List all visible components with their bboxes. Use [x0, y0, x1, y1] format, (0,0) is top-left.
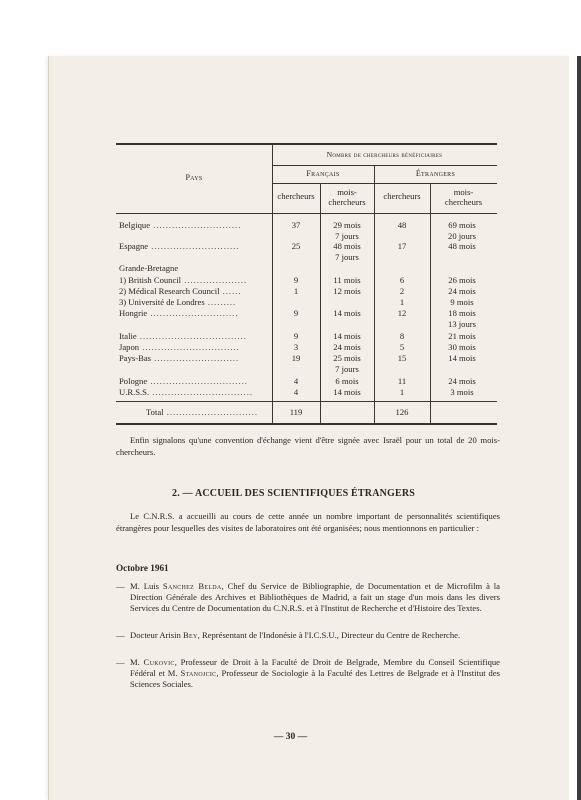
page-edge-shadow: [577, 56, 581, 800]
fr-mois-cell: 14 mois: [333, 308, 361, 318]
fr-chercheurs-cell: 9: [293, 308, 299, 318]
subgroup-header-rule: [272, 183, 497, 184]
et-mois-cell: 24 mois: [448, 286, 476, 296]
fr-mois-cell: 14 mois: [333, 387, 361, 397]
et-mois-cell: 69 mois: [448, 220, 476, 230]
country-cell: U.R.S.S. ................................: [119, 387, 253, 397]
table-row: [116, 386, 497, 398]
country-cell: Pologne ...............................: [119, 376, 248, 386]
fr-mois-cell: 25 mois: [333, 353, 361, 363]
country-cell: Pays-Bas ...........................: [119, 353, 240, 363]
fr-chercheurs-cell: 4: [293, 376, 299, 386]
et-chercheurs-cell: 5: [399, 342, 405, 352]
item-text: M. Cukovic, Professeur de Droit à la Faculté de Droit de Belgrade, Membre du Conseil Scientifique Fédéral et M. Stanojcic, Professeur de Sociologie à la Faculté des Lettres de Belgrade et à l'Institut des Sciences Sociales.: [130, 657, 500, 690]
fr-mois-cell: 11 mois: [333, 275, 361, 285]
country-cell: 2) Médical Research Council ......: [119, 286, 242, 296]
total-fr-cell: 119: [289, 407, 303, 417]
et-chercheurs-cell: 1: [399, 387, 405, 397]
page-number: — 30 —: [273, 732, 308, 742]
country-cell: 3) Université de Londres .........: [119, 297, 237, 307]
et-chercheurs-cell: 2: [399, 286, 405, 296]
header-et-chercheurs: chercheurs: [383, 191, 421, 201]
fr-chercheurs-cell: 25: [291, 241, 301, 251]
total-label-cell: Total .............................: [146, 407, 258, 417]
et-mois-cell: 48 mois: [448, 241, 476, 251]
et-mois-cell: 14 mois: [448, 353, 476, 363]
et-mois-cell: 13 jours: [448, 319, 476, 329]
total-row: [116, 406, 497, 418]
et-mois-cell: 18 mois: [448, 308, 476, 318]
fr-chercheurs-cell: 9: [293, 331, 299, 341]
country-cell: 1) British Council ....................: [119, 275, 248, 285]
country-cell: Italie ..................................: [119, 331, 247, 341]
et-chercheurs-cell: 17: [397, 241, 407, 251]
fr-mois-cell: 6 mois: [335, 376, 359, 386]
fr-mois-cell: 7 jours: [335, 252, 359, 262]
total-et-cell: 126: [395, 407, 409, 417]
et-chercheurs-cell: 11: [397, 376, 407, 386]
header-group: Nombre de chercheurs bénéficiaires: [326, 150, 443, 159]
et-chercheurs-cell: 15: [397, 353, 407, 363]
country-cell: Grande-Bretagne: [119, 263, 179, 273]
table-top-rule: [116, 143, 497, 145]
et-mois-cell: 3 mois: [450, 387, 474, 397]
table-row: [116, 363, 497, 375]
fr-mois-cell: 48 mois: [333, 241, 361, 251]
header-etrangers: Étrangers: [415, 169, 456, 178]
item-text: M. Luis Sanchez Belda, Chef du Service de Bibliographie, de Documentation et de Microfilm à la Direction Générale des Archives et Bibliothèques de Madrid, a fait un stage d'un mois dans les divers Services du Centre de Documentation du C.N.R.S. et à l'Institut de Recherche et d'Histoire des Textes.: [130, 581, 500, 614]
et-chercheurs-cell: 48: [397, 220, 407, 230]
item-text: Docteur Arisin Bey, Représentant de l'Indonésie à l'I.C.S.U., Directeur du Centre de Recherche.: [130, 630, 461, 640]
list-item: [116, 630, 500, 654]
header-et-mois-line2: chercheurs: [444, 197, 483, 207]
fr-chercheurs-cell: 3: [293, 342, 299, 352]
fr-mois-cell: 14 mois: [333, 331, 361, 341]
country-cell: Japon ...............................: [119, 342, 240, 352]
israel-paragraph: Enfin signalons qu'une convention d'échange vient d'être signée avec Israël pour un total de 20 mois-chercheurs.: [116, 435, 500, 457]
header-et-mois-line1: mois-: [453, 187, 474, 197]
et-mois-cell: 26 mois: [448, 275, 476, 285]
table-row: [116, 318, 497, 330]
et-mois-cell: 30 mois: [448, 342, 476, 352]
intro-paragraph: Le C.N.R.S. a accueilli au cours de cette année un nombre important de personnalités scientifiques étrangères pour lesquelles des visites de laboratoires ont été organisées; nous mentionnons en particulier :: [116, 511, 500, 533]
fr-mois-cell: 7 jours: [335, 364, 359, 374]
item-dash: —: [116, 657, 125, 667]
et-mois-cell: 9 mois: [450, 297, 474, 307]
fr-mois-cell: 29 mois: [333, 220, 361, 230]
section-title: 2. — ACCUEIL DES SCIENTIFIQUES ÉTRANGERS: [172, 488, 416, 499]
et-mois-cell: 21 mois: [448, 331, 476, 341]
fr-chercheurs-cell: 1: [293, 286, 299, 296]
researchers-table: [116, 143, 497, 425]
item-dash: —: [116, 581, 125, 591]
person-name: Sanchez Belda: [162, 581, 222, 591]
person-name: Bey: [183, 630, 198, 640]
header-fr-mois-line2: chercheurs: [328, 197, 366, 207]
fr-chercheurs-cell: 4: [293, 387, 299, 397]
fr-mois-cell: 12 mois: [333, 286, 361, 296]
header-fr-chercheurs: chercheurs: [277, 191, 315, 201]
item-dash: —: [116, 630, 125, 640]
person-name: Stanojcic: [180, 668, 217, 679]
fr-chercheurs-cell: 9: [293, 275, 299, 285]
fr-mois-cell: 24 mois: [333, 342, 361, 352]
header-pays: Pays: [185, 173, 203, 182]
header-francais: Français: [306, 169, 340, 178]
et-chercheurs-cell: 6: [399, 275, 405, 285]
table-bottom-rule: [116, 423, 497, 425]
et-mois-cell: 24 mois: [448, 376, 476, 386]
et-chercheurs-cell: 1: [399, 297, 405, 307]
et-mois-cell: 20 jours: [448, 231, 476, 241]
month-heading: Octobre 1961: [116, 563, 169, 573]
fr-chercheurs-cell: 37: [291, 220, 301, 230]
country-cell: Hongrie ............................: [119, 308, 239, 318]
fr-chercheurs-cell: 19: [291, 353, 301, 363]
et-chercheurs-cell: 12: [397, 308, 407, 318]
list-item: [116, 657, 500, 703]
country-cell: Belgique ............................: [119, 220, 242, 230]
country-cell: Espagne ............................: [119, 241, 240, 251]
header-fr-mois-line1: mois-: [337, 187, 357, 197]
header-bottom-rule: [116, 213, 497, 214]
person-name: Cukovic: [143, 657, 175, 667]
et-chercheurs-cell: 8: [399, 331, 405, 341]
table-row: [116, 262, 497, 274]
group-header-rule: [272, 165, 497, 166]
fr-mois-cell: 7 jours: [335, 231, 359, 241]
total-top-rule: [116, 401, 497, 402]
